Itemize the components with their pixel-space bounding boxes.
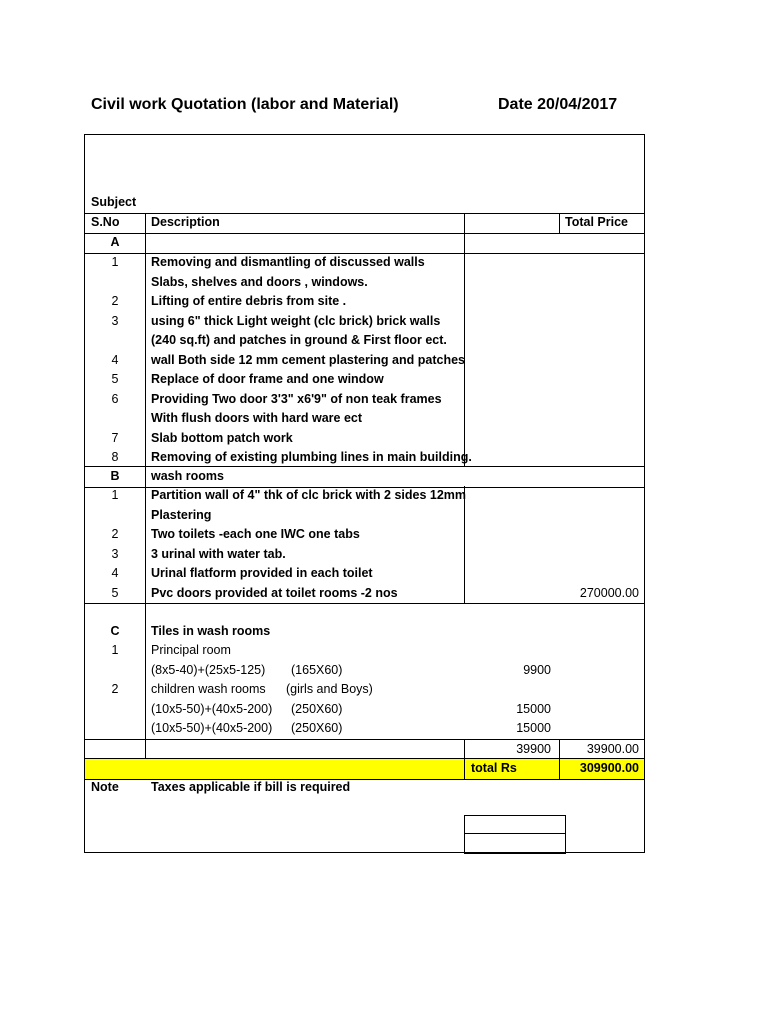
row-description: Urinal flatform provided in each toilet <box>151 566 373 580</box>
subject-row <box>85 193 644 214</box>
row-sno: 5 <box>111 372 119 386</box>
note-row <box>85 778 644 798</box>
row-total: 270000.00 <box>579 585 639 600</box>
row-sno <box>85 273 145 293</box>
table-header-row <box>85 213 644 234</box>
table-row <box>85 331 644 351</box>
row-sno: 4 <box>111 566 119 580</box>
table-row <box>85 312 644 332</box>
row-sno <box>85 700 145 720</box>
row-sno: 7 <box>111 430 119 445</box>
row-sno <box>85 409 145 429</box>
section-b-row <box>85 466 644 488</box>
row-description: Principal room <box>151 643 231 657</box>
table-row <box>85 661 644 681</box>
row-description: Removing and dismantling of discussed walls <box>151 255 425 269</box>
table-row <box>85 584 644 604</box>
grand-total-divider <box>559 759 560 779</box>
row-sno <box>85 506 145 526</box>
row-sno: 3 <box>111 313 119 328</box>
row-size: (165X60) <box>291 662 343 677</box>
table-row <box>85 429 644 449</box>
row-description: using 6" thick Light weight (clc brick) brick walls <box>151 313 441 328</box>
table-row <box>85 506 644 526</box>
row-description: (8x5-40)+(25x5-125) <box>151 662 266 677</box>
row-size: (250X60) <box>291 701 343 716</box>
row-description: Removing of existing plumbing lines in main building. <box>151 450 472 464</box>
signature-box <box>464 815 566 854</box>
signature-box-divider <box>464 833 566 834</box>
section-c-row <box>85 622 644 642</box>
row-sno: 4 <box>111 352 119 367</box>
table-row <box>85 545 644 565</box>
table-row <box>85 448 644 468</box>
row-description: Replace of door frame and one window <box>151 372 384 386</box>
row-size: (250X60) <box>291 721 343 735</box>
grand-total-divider <box>464 759 465 779</box>
row-amount: 9900 <box>523 662 551 677</box>
subject-label: Subject <box>91 195 137 209</box>
row-total <box>563 545 639 565</box>
grand-total-value: 309900.00 <box>579 761 639 775</box>
row-description: Partition wall of 4" thk of clc brick with 2 sides 12mm <box>151 488 467 502</box>
table-row <box>85 409 644 429</box>
section-title: wash rooms <box>151 469 224 483</box>
row-sno: 2 <box>111 294 119 308</box>
col-sno-header: S.No <box>91 215 120 229</box>
row-sno: 8 <box>111 450 119 464</box>
page-title: Civil work Quotation (labor and Material) <box>91 96 399 113</box>
row-amount: 15000 <box>516 701 551 716</box>
row-description: Two toilets -each one IWC one tabs <box>151 527 360 541</box>
table-row <box>85 486 644 506</box>
section-label: B <box>110 469 120 483</box>
row-description: (10x5-50)+(40x5-200) <box>151 701 273 716</box>
row-description: Lifting of entire debris from site . <box>151 294 347 308</box>
col-amount-header <box>465 213 551 233</box>
section-label: A <box>110 235 120 249</box>
row-sno <box>85 331 145 351</box>
row-sno: 1 <box>111 488 119 502</box>
note-text: Taxes applicable if bill is required <box>151 780 351 794</box>
row-amount <box>465 641 551 661</box>
note-label: Note <box>91 780 119 794</box>
section-label: C <box>110 624 120 638</box>
row-description: wall Both side 12 mm cement plastering and patches <box>151 352 465 367</box>
subtotal-total: 39900.00 <box>586 742 639 756</box>
row-sno <box>85 719 145 739</box>
table-row <box>85 273 644 293</box>
row-description: Slabs, shelves and doors , windows. <box>151 274 368 289</box>
table-row <box>85 525 644 545</box>
table-row <box>85 700 644 720</box>
row-description: Pvc doors provided at toilet rooms -2 nos <box>151 585 398 600</box>
row-amount: 15000 <box>516 721 551 735</box>
row-total <box>563 506 639 526</box>
row-sno: 5 <box>111 585 119 600</box>
table-row <box>85 351 644 371</box>
grand-total-row <box>85 758 644 780</box>
table-row <box>85 641 644 661</box>
row-description: (240 sq.ft) and patches in ground & First floor ect. <box>151 333 447 347</box>
col-description-header: Description <box>151 215 220 229</box>
row-total <box>563 564 639 584</box>
table-row <box>85 292 644 312</box>
table-row <box>85 253 644 273</box>
row-sno <box>85 661 145 681</box>
row-sno: 1 <box>111 643 119 657</box>
row-description: Providing Two door 3'3" x6'9" of non teak frames <box>151 391 442 406</box>
grand-total-label: total Rs <box>471 761 517 775</box>
row-size: (girls and Boys) <box>286 682 373 696</box>
quotation-date: Date 20/04/2017 <box>498 96 618 113</box>
col-total-header: Total Price <box>565 215 628 229</box>
section-b-end-line <box>85 603 644 604</box>
row-sno: 1 <box>111 255 119 269</box>
row-description: Slab bottom patch work <box>151 430 293 445</box>
row-description: (10x5-50)+(40x5-200) <box>151 721 273 735</box>
subtotal-amount: 39900 <box>516 742 551 756</box>
row-description: 3 urinal with water tab. <box>151 546 286 561</box>
row-sno: 2 <box>111 527 119 541</box>
row-description: children wash rooms <box>151 682 266 696</box>
row-amount <box>465 680 551 700</box>
row-description: With flush doors with hard ware ect <box>151 411 363 425</box>
table-row <box>85 370 644 390</box>
table-row <box>85 564 644 584</box>
row-sno: 3 <box>111 546 119 561</box>
section-a-row <box>85 233 644 254</box>
row-description: Plastering <box>151 507 212 522</box>
row-sno: 6 <box>111 391 119 406</box>
table-row <box>85 390 644 410</box>
subtotal-row <box>85 739 644 760</box>
quotation-table <box>84 134 645 853</box>
section-title: Tiles in wash rooms <box>151 624 271 638</box>
table-row <box>85 680 644 700</box>
row-sno: 2 <box>111 682 119 696</box>
row-total <box>563 525 639 545</box>
table-row <box>85 719 644 739</box>
row-total <box>563 486 639 506</box>
